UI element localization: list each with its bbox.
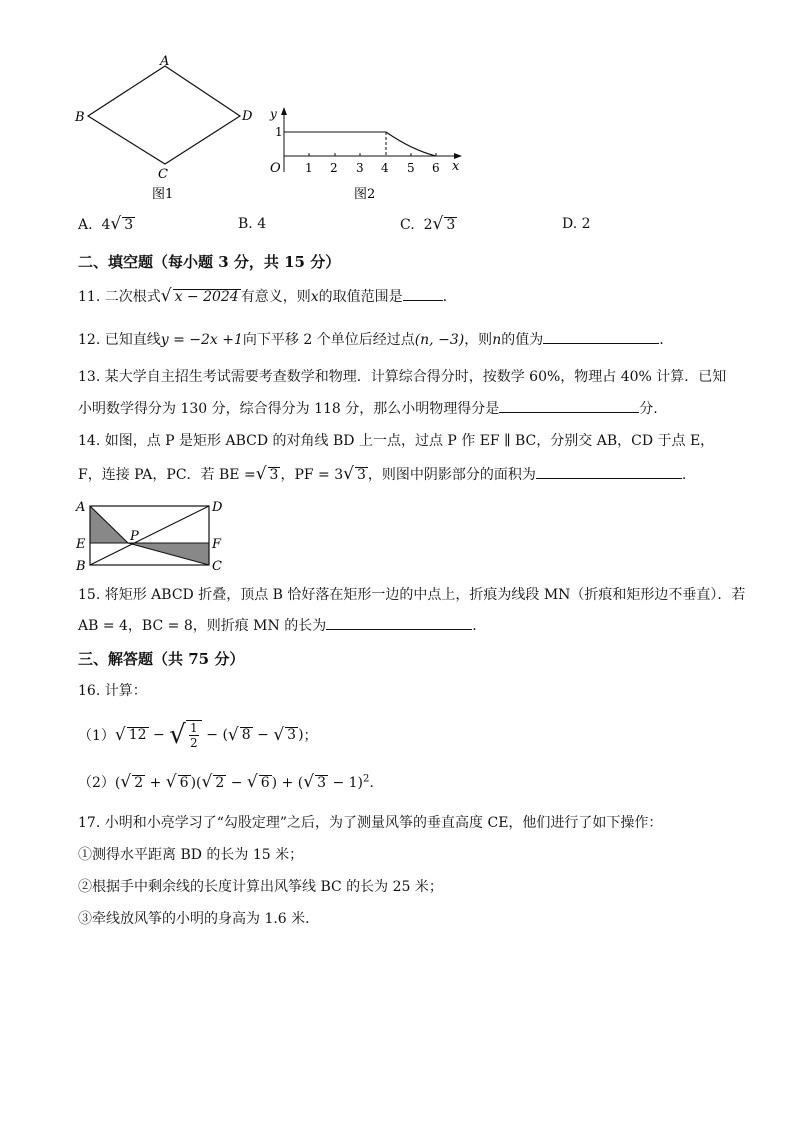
question-13-line-1: 13. 某大学自主招生考试需要考查数学和物理．计算综合得分时，按数学 60%，物理占 40% 计算．已知 bbox=[78, 369, 727, 385]
question-17-step-3: ③牵线放风筝的小明的身高为 1.6 米． bbox=[78, 911, 320, 927]
y-axis-label: y bbox=[270, 107, 277, 121]
section-2-title: 二、填空题（每小题 3 分，共 15 分） bbox=[78, 253, 341, 271]
x-tick-6: 6 bbox=[432, 161, 440, 175]
question-17-line-1: 17. 小明和小亮学习了“勾股定理”之后，为了测量风筝的垂直高度 CE，他们进行了如下操作： bbox=[78, 815, 663, 831]
x-axis-label: x bbox=[452, 159, 460, 174]
y-tick-1: 1 bbox=[275, 125, 283, 139]
choice-a: A. 4√ 3 bbox=[78, 214, 134, 234]
fraction-denominator: 2 bbox=[189, 736, 198, 750]
vertex-b-label: B bbox=[76, 559, 86, 574]
x-tick-2: 2 bbox=[330, 161, 338, 175]
point-p-label: P bbox=[130, 529, 139, 544]
vertex-a-label: A bbox=[160, 54, 170, 69]
question-11: 11. 二次根式√ x − 2024 有意义，则x的取值范围是 . bbox=[78, 286, 448, 306]
origin-label: O bbox=[270, 161, 281, 176]
vertex-c-label: C bbox=[212, 559, 222, 574]
question-15-line-2: AB = 4，BC = 8，则折痕 MN 的长为 . bbox=[78, 615, 477, 635]
vertex-d-label: D bbox=[212, 500, 223, 515]
answer-blank[interactable] bbox=[536, 464, 682, 479]
x-tick-1: 1 bbox=[305, 161, 313, 175]
figure-1-rhombus bbox=[70, 52, 270, 202]
question-12: 12. 已知直线y = −2x +1向下平移 2 个单位后经过点(n, −3)，则n的值为 . bbox=[78, 329, 664, 349]
question-16-title: 16. 计算： bbox=[78, 683, 147, 699]
point-f-label: F bbox=[212, 537, 222, 552]
choice-b: B. 4 bbox=[238, 216, 267, 232]
question-14-line-1: 14. 如图，点 P 是矩形 ABCD 的对角线 BD 上一点，过点 P 作 EF ∥ BC，分别交 AB，CD 于点 E， bbox=[78, 433, 715, 449]
answer-blank[interactable] bbox=[326, 615, 472, 630]
question-16-part-2: （2）(√ 2 + √ 6 )(√ 2 − √ 6 ) + (√ 3 − 1)$^2$. bbox=[78, 772, 374, 792]
question-17-step-1: ①测得水平距离 BD 的长为 15 米； bbox=[78, 847, 304, 863]
answer-blank[interactable] bbox=[403, 286, 443, 301]
vertex-a-label: A bbox=[76, 500, 86, 515]
choice-c: C. 2√ 3 bbox=[400, 214, 456, 234]
figure-2-graph bbox=[262, 102, 472, 202]
section-3-title: 三、解答题（共 75 分） bbox=[78, 650, 245, 668]
vertex-c-label: C bbox=[158, 167, 168, 182]
question-16-part-1: （1） √ 12 − √ 1 2 − ( √ 8 − √ 3 ) ； bbox=[78, 720, 318, 750]
point-e-label: E bbox=[76, 537, 86, 552]
figure-2-caption: 图2 bbox=[354, 187, 376, 202]
vertex-d-label: D bbox=[242, 109, 253, 124]
question-13-line-2: 小明数学得分为 130 分，综合得分为 118 分，那么小明物理得分是 分. bbox=[78, 398, 658, 418]
figure-1-caption: 图1 bbox=[152, 187, 174, 202]
x-tick-5: 5 bbox=[407, 161, 415, 175]
answer-blank[interactable] bbox=[499, 398, 639, 413]
choice-d: D. 2 bbox=[562, 216, 591, 232]
x-tick-3: 3 bbox=[356, 161, 364, 175]
question-17-step-2: ②根据手中剩余线的长度计算出风筝线 BC 的长为 25 米； bbox=[78, 879, 443, 895]
answer-blank[interactable] bbox=[543, 329, 659, 344]
vertex-b-label: B bbox=[75, 110, 85, 125]
question-14-line-2: F，连接 PA，PC．若 BE =√ 3 ，PF = 3√ 3 ，则图中阴影部分的面积为 . bbox=[78, 464, 687, 484]
x-tick-4: 4 bbox=[381, 161, 389, 175]
fraction-numerator: 1 bbox=[189, 721, 198, 735]
figure-3-rectangle bbox=[70, 496, 240, 574]
question-15-line-1: 15. 将矩形 ABCD 折叠，顶点 B 恰好落在矩形一边的中点上，折痕为线段 MN（折痕和矩形边不垂直）．若 bbox=[78, 587, 746, 603]
